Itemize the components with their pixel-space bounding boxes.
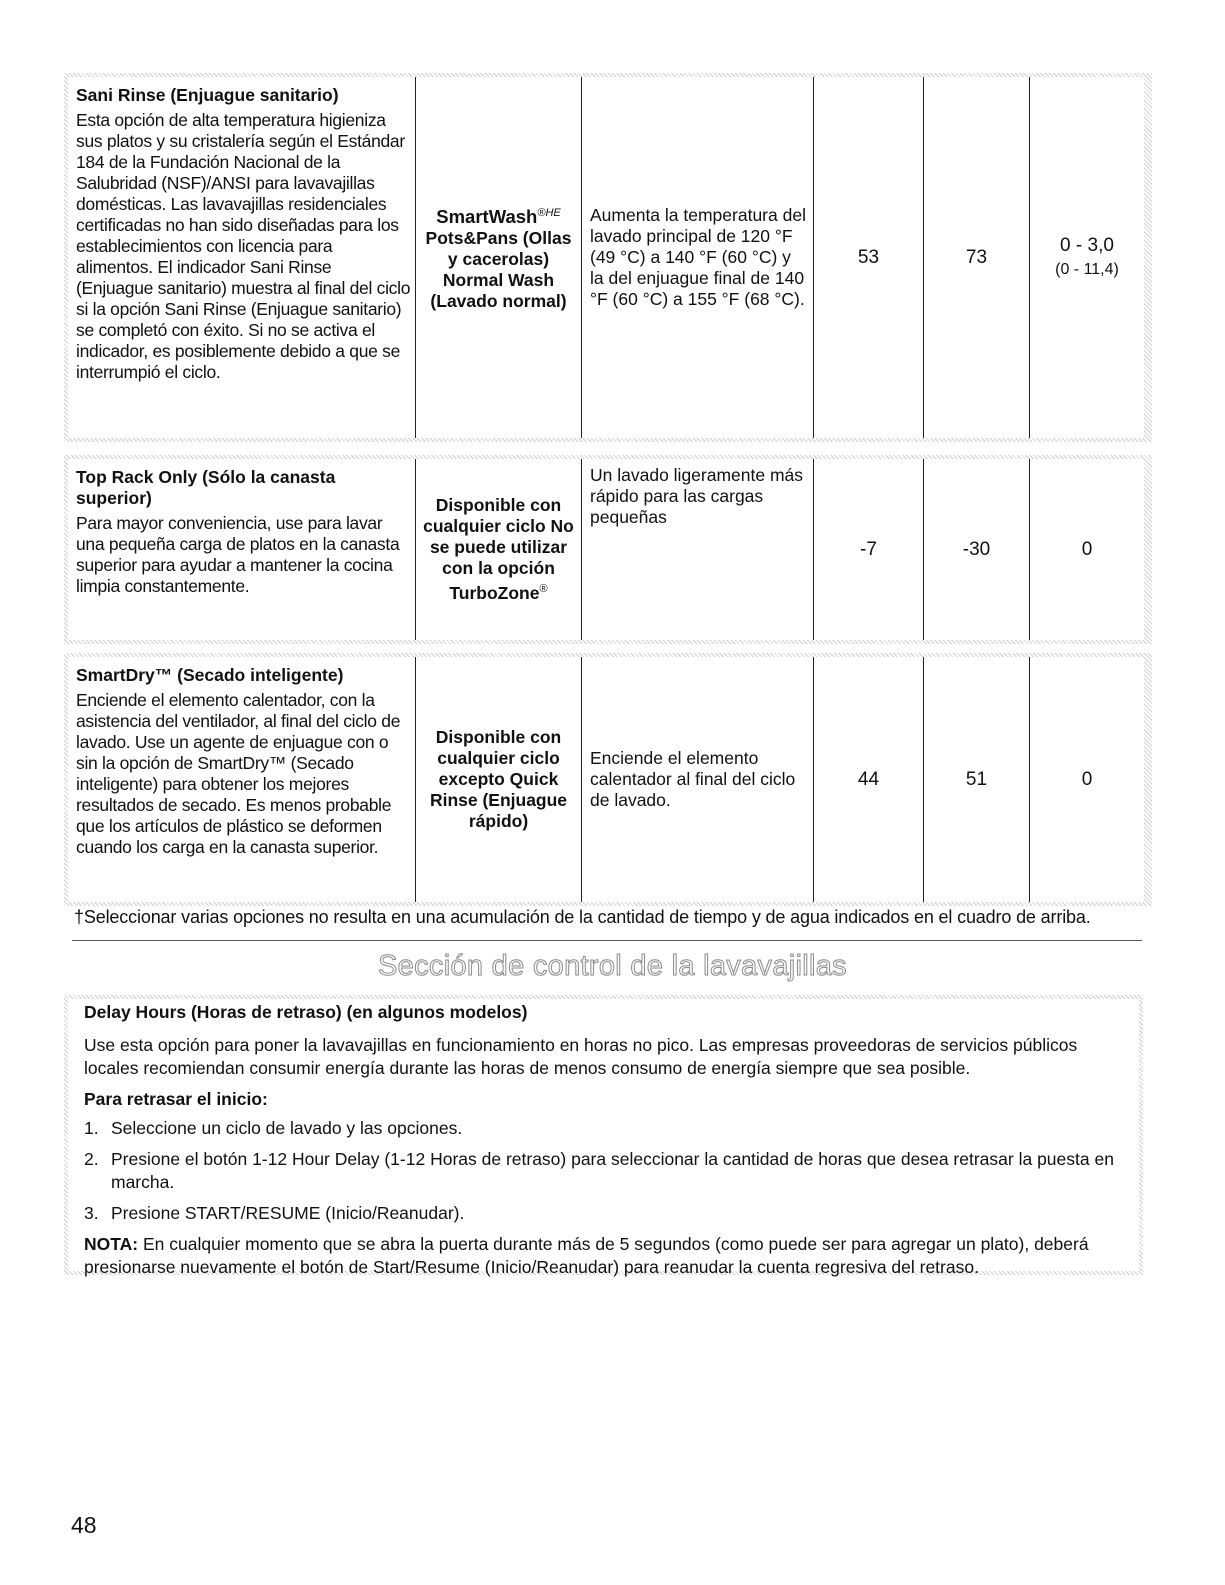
option-effect-cell <box>582 657 814 902</box>
option-row-top-rack-only <box>64 455 1152 644</box>
value-text: 53 <box>857 247 880 268</box>
step-number: 3. <box>84 1203 99 1223</box>
step-text: Presione START/RESUME (Inicio/Reanudar). <box>111 1203 465 1223</box>
registered-mark: ®HE <box>537 207 561 220</box>
delay-hours-subheading: Para retrasar el inicio: <box>84 1089 268 1109</box>
step-number: 1. <box>84 1118 99 1138</box>
option-time-value-2 <box>924 459 1030 640</box>
option-effect-cell <box>582 77 814 438</box>
value-text: 0 - 3,0 <box>1060 235 1114 256</box>
list-item <box>84 1117 1125 1140</box>
option-effect: Un lavado ligeramente más rápido para las cargas pequeñas <box>590 465 804 527</box>
step-number: 2. <box>84 1149 99 1169</box>
list-item <box>84 1202 1125 1225</box>
option-description: Para mayor conveniencia, use para lavar una pequeña carga de platos en la canasta superior para ayudar a mantener la cocina limpia constantemente. <box>76 513 400 596</box>
option-effect: Enciende el elemento calentador al final del ciclo de lavado. <box>590 748 796 810</box>
cycle-normal-wash: Normal Wash (Lavado normal) <box>430 269 567 311</box>
option-title: Top Rack Only (Sólo la canasta superior) <box>76 467 336 508</box>
option-row-sani-rinse <box>64 73 1152 442</box>
option-title: Sani Rinse (Enjuague sanitario) <box>76 85 339 105</box>
option-description-cell <box>68 459 416 640</box>
option-effect: Aumenta la temperatura del lavado principal de 120 °F (49 °C) a 140 °F (60 °C) y la del enjuague final de 140 °F (60 °C) a 155 °F (68 °C). <box>590 205 806 309</box>
value-subtext: (0 - 11,4) <box>1055 261 1119 278</box>
cycle-pots-pans: Pots&Pans (Ollas y cacerolas) <box>425 227 572 269</box>
table-footnote: †Seleccionar varias opciones no resulta en una acumulación de la cantidad de tiempo y de agua indicados en el cuadro de arriba. <box>74 907 1091 927</box>
value-text: 0 <box>1081 769 1093 790</box>
step-text: Seleccione un ciclo de lavado y las opciones. <box>111 1118 463 1138</box>
option-row-smartdry <box>64 653 1152 906</box>
option-time-value <box>814 657 924 902</box>
option-cycles-cell <box>416 77 582 438</box>
option-water-value <box>1030 657 1144 902</box>
option-description-cell <box>68 77 416 438</box>
value-text: -30 <box>962 539 991 560</box>
option-description: Esta opción de alta temperatura higieniza sus platos y su cristalería según el Estándar 184 de la Fundación Nacional de la Salubridad (NSF)/ANSI para lavavajillas domésticas. Las lavavajillas residenciales certificadas no han sido diseñadas para los establecimientos con licencia para alimentos. El indicador Sani Rinse (Enjuague sanitario) muestra al final del ciclo si la opción Sani Rinse (Enjuague sanitario) se completó con éxito. Si no se activa el indicador, es posiblemente debido a que se interrumpió el ciclo. <box>76 110 411 382</box>
note-label: NOTA: <box>84 1234 139 1254</box>
divider <box>72 940 1142 941</box>
step-text: Presione el botón 1-12 Hour Delay (1-12 Horas de retraso) para seleccionar la cantidad de horas que desea retrasar la puesta en marcha. <box>111 1149 1114 1192</box>
section-title: Sección de control de la lavavajillas <box>378 950 847 982</box>
value-text: 44 <box>857 769 880 790</box>
option-description-cell <box>68 657 416 902</box>
delay-hours-note <box>84 1233 1125 1279</box>
cycle-availability: Disponible con cualquier ciclo No se puede utilizar con la opción <box>423 495 574 579</box>
option-time-value-2 <box>924 77 1030 438</box>
option-time-value-2 <box>924 657 1030 902</box>
cycle-smartwash: SmartWash <box>436 205 538 227</box>
option-time-value <box>814 459 924 640</box>
option-water-value <box>1030 459 1144 640</box>
turbozone-label: TurboZone <box>449 582 540 603</box>
option-title: SmartDry™ (Secado inteligente) <box>76 665 344 685</box>
list-item <box>84 1148 1125 1194</box>
option-water-value <box>1030 77 1144 438</box>
option-time-value <box>814 77 924 438</box>
value-text: 73 <box>965 247 988 268</box>
value-text: 0 <box>1081 539 1093 560</box>
delay-hours-box <box>64 995 1143 1275</box>
value-text: -7 <box>860 539 877 560</box>
option-cycles-cell <box>416 459 582 640</box>
cycle-availability: Disponible con cualquier ciclo excepto Quick Rinse (Enjuague rápido) <box>429 727 568 831</box>
value-text: 51 <box>965 769 988 790</box>
delay-hours-intro: Use esta opción para poner la lavavajillas en funcionamiento en horas no pico. Las empresas proveedoras de servicios públicos locales recomiendan consumir energía durante las horas de menos consumo de energía siempre que sea posible. <box>84 1035 1078 1078</box>
delay-hours-content <box>68 999 1139 1277</box>
note-text: En cualquier momento que se abra la puerta durante más de 5 segundos (como puede ser para agregar un plato), deberá presionarse nuevamente el botón de Start/Resume (Inicio/Reanudar) para reanudar la cuenta regresiva del retraso. <box>84 1234 1089 1277</box>
option-effect-cell <box>582 459 814 640</box>
option-description: Enciende el elemento calentador, con la asistencia del ventilador, al final del ciclo de lavado. Use un agente de enjuague con o sin la opción de SmartDry™ (Secado inteligente) para obtener los mejores resultados de secado. Es menos probable que los artículos de plástico se deformen cuando los carga en la canasta superior. <box>76 690 401 857</box>
option-cycles-cell <box>416 657 582 902</box>
delay-hours-title: Delay Hours (Horas de retraso) (en algunos modelos) <box>84 1002 528 1022</box>
page-number: 48 <box>71 1512 97 1538</box>
registered-mark: ® <box>539 583 548 596</box>
